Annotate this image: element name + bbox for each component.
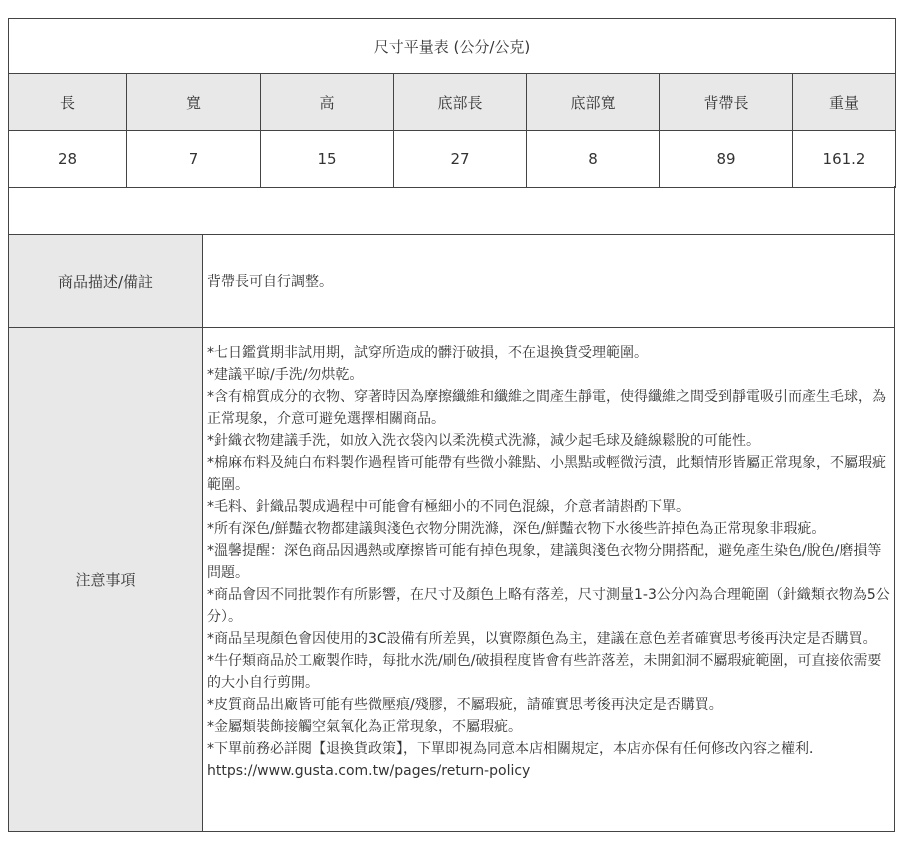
description-text: 背帶長可自行調整。	[203, 235, 895, 328]
header-cell: 底部寬	[527, 74, 660, 131]
notes-label: 注意事項	[9, 328, 203, 832]
header-cell: 高	[261, 74, 394, 131]
value-cell: 27	[394, 131, 527, 188]
header-cell: 背帶長	[660, 74, 793, 131]
note-item: *商品呈現顏色會因使用的3C設備有所差異，以實際顏色為主，建議在意色差者確實思考後再決定是否購買。	[207, 631, 877, 647]
header-cell: 長	[9, 74, 127, 131]
header-cell: 寬	[127, 74, 261, 131]
header-cell: 底部長	[394, 74, 527, 131]
notes-list	[207, 342, 892, 782]
description-row	[9, 235, 895, 328]
value-cell: 15	[261, 131, 394, 188]
note-item: *含有棉質成分的衣物、穿著時因為摩擦纖維和纖維之間產生靜電，使得纖維之間受到靜電吸引而產生毛球，為正常現象，介意可避免選擇相關商品。	[207, 389, 886, 427]
note-item: *建議平晾/手洗/勿烘乾。	[207, 367, 364, 383]
size-header-row	[9, 74, 896, 131]
note-item: *皮質商品出廠皆可能有些微壓痕/殘膠，不屬瑕疵，請確實思考後再決定是否購買。	[207, 697, 723, 713]
value-cell: 89	[660, 131, 793, 188]
size-table	[8, 18, 896, 188]
header-cell: 重量	[793, 74, 896, 131]
size-value-row	[9, 131, 896, 188]
value-cell: 7	[127, 131, 261, 188]
description-label: 商品描述/備註	[9, 235, 203, 328]
note-item: *商品會因不同批製作有所影響，在尺寸及顏色上略有落差，尺寸測量1-3公分內為合理範圍（針織類衣物為5公分）。	[207, 587, 890, 625]
note-item: *牛仔類商品於工廠製作時，每批水洗/刷色/破損程度皆會有些許落差，未開釦洞不屬瑕疵範圍，可直接依需要的大小自行剪開。	[207, 653, 882, 691]
size-table-title: 尺寸平量表 (公分/公克)	[9, 19, 896, 74]
value-cell: 8	[527, 131, 660, 188]
note-item: *七日鑑賞期非試用期，試穿所造成的髒汙破損，不在退換貨受理範圍。	[207, 345, 648, 361]
note-item: *下單前務必詳閱【退換貨政策】，下單即視為同意本店相關規定，本店亦保有任何修改內容之權利．https://www.gusta.com.tw/pages/return-policy	[207, 741, 823, 779]
info-table	[8, 234, 895, 832]
table-spacer	[8, 186, 895, 234]
notes-row	[9, 328, 895, 832]
note-item: *溫馨提醒：深色商品因遇熱或摩擦皆可能有掉色現象，建議與淺色衣物分開搭配，避免產生染色/脫色/磨損等問題。	[207, 543, 882, 581]
value-cell: 28	[9, 131, 127, 188]
note-item: *金屬類裝飾接觸空氣氧化為正常現象，不屬瑕疵。	[207, 719, 522, 735]
note-item: *所有深色/鮮豔衣物都建議與淺色衣物分開洗滌，深色/鮮豔衣物下水後些許掉色為正常現象非瑕疵。	[207, 521, 826, 537]
note-item: *毛料、針織品製成過程中可能會有極細小的不同色混線，介意者請斟酌下單。	[207, 499, 690, 515]
value-cell: 161.2	[793, 131, 896, 188]
notes-cell	[203, 328, 895, 832]
note-item: *棉麻布料及純白布料製作過程皆可能帶有些微小雜點、小黑點或輕微污漬，此類情形皆屬正常現象，不屬瑕疵範圍。	[207, 455, 886, 493]
note-item: *針織衣物建議手洗，如放入洗衣袋內以柔洗模式洗滌，減少起毛球及縫線鬆脫的可能性。	[207, 433, 760, 449]
